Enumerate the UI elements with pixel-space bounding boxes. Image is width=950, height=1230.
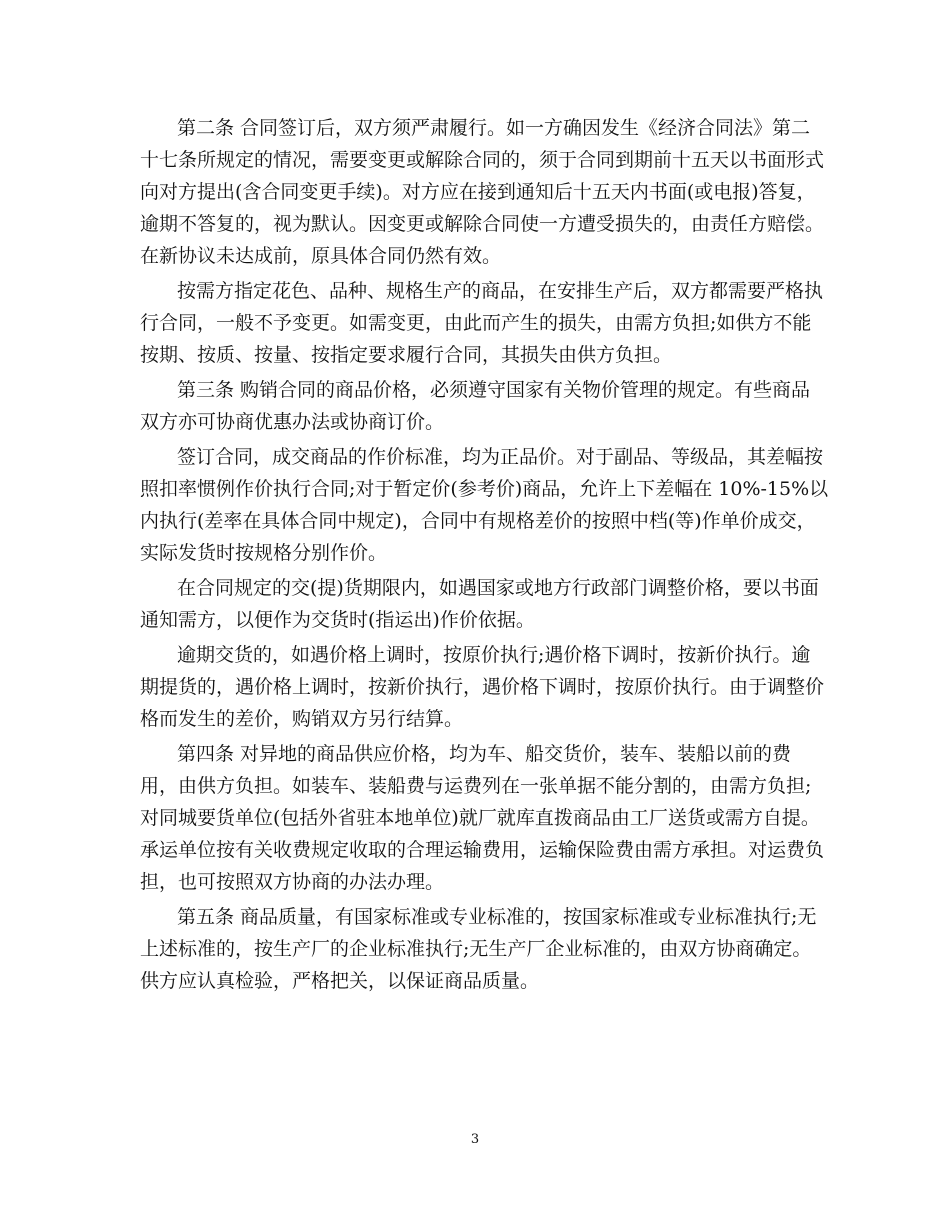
text-line: 供方应认真检验，严格把关，以保证商品质量。 xyxy=(140,970,540,992)
document-body xyxy=(140,112,829,1000)
text-line: 期提货的，遇价格上调时，按新价执行，遇价格下调时，按原价执行。由于调整价 xyxy=(140,676,825,698)
text-line: 对同城要货单位(包括外省驻本地单位)就厂就库直拨商品由工厂送货或需方自提。 xyxy=(140,807,820,829)
text-line: 按需方指定花色、品种、规格生产的商品，在安排生产后，双方都需要严格执 xyxy=(177,280,824,302)
text-line: 第四条 对异地的商品供应价格，均为车、船交货价，装车、装船以前的费 xyxy=(177,743,792,765)
text-line: 实际发货时按规格分别作价。 xyxy=(140,542,388,564)
text-line: 按期、按质、按量、按指定要求履行合同，其损失由供方负担。 xyxy=(140,344,673,366)
text-line: 上述标准的，按生产厂的企业标准执行;无生产厂企业标准的，由双方协商确定。 xyxy=(140,938,812,960)
text-line: 用，由供方负担。如装车、装船费与运费列在一张单据不能分割的，由需方负担; xyxy=(140,775,812,797)
text-line: 第五条 商品质量，有国家标准或专业标准的，按国家标准或专业标准执行;无 xyxy=(177,906,817,928)
text-line: 十七条所规定的情况，需要变更或解除合同的，须于合同到期前十五天以书面形式 xyxy=(140,149,825,171)
text-line: 内执行(差率在具体合同中规定)，合同中有规格差价的按照中档(等)作单价成交， xyxy=(140,510,816,532)
text-line: 担，也可按照双方协商的办法办理。 xyxy=(140,871,445,893)
text-line: 第二条 合同签订后，双方须严肃履行。如一方确因发生《经济合同法》第二 xyxy=(177,117,811,139)
text-line: 在合同规定的交(提)货期限内，如遇国家或地方行政部门调整价格，要以书面 xyxy=(177,577,819,599)
text-line: 行合同，一般不予变更。如需变更，由此而产生的损失，由需方负担;如供方不能 xyxy=(140,312,812,334)
paragraph xyxy=(140,441,829,569)
text-line: 第三条 购销合同的商品价格，必须遵守国家有关物价管理的规定。有些商品 xyxy=(177,379,811,401)
text-line: 逾期不答复的，视为默认。因变更或解除合同使一方遭受损失的，由责任方赔偿。 xyxy=(140,213,825,235)
paragraph xyxy=(140,572,819,636)
paragraph xyxy=(140,901,817,997)
text-line: 双方亦可协商优惠办法或协商订价。 xyxy=(140,411,445,433)
text-line: 格而发生的差价，购销双方另行结算。 xyxy=(140,708,464,730)
page-number: 3 xyxy=(470,1132,480,1147)
text-line: 逾期交货的，如遇价格上调时，按原价执行;遇价格下调时，按新价执行。逾 xyxy=(177,644,811,666)
text-line: 通知需方，以便作为交货时(指运出)作价依据。 xyxy=(140,609,535,631)
paragraph xyxy=(140,112,825,272)
text-line: 向对方提出(含合同变更手续)。对方应在接到通知后十五天内书面(或电报)答复， xyxy=(140,181,816,203)
text-line: 承运单位按有关收费规定收取的合理运输费用，运输保险费由需方承担。对运费负 xyxy=(140,839,825,861)
paragraph xyxy=(140,639,825,735)
text-line: 照扣率惯例作价执行合同;对于暂定价(参考价)商品，允许上下差幅在 10%-15%以 xyxy=(140,478,829,500)
text-line: 在新协议未达成前，原具体合同仍然有效。 xyxy=(140,245,502,267)
paragraph xyxy=(140,275,824,371)
text-line: 签订合同，成交商品的作价标准，均为正品价。对于副品、等级品，其差幅按 xyxy=(177,446,824,468)
paragraph xyxy=(140,738,825,898)
paragraph xyxy=(140,374,810,438)
